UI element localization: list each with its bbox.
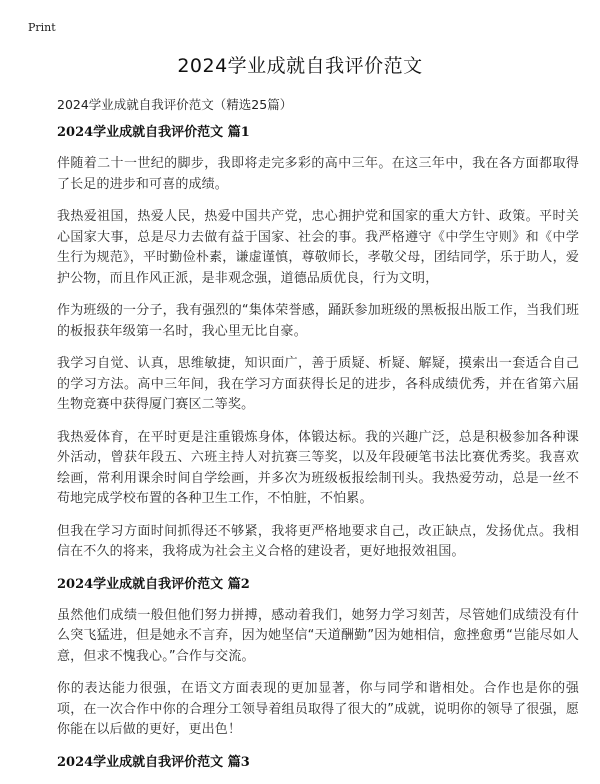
paragraph: 虽然他们成绩一般但他们努力拼搏，感动着我们，她努力学习刻苦，尽管她们成绩没有什么突飞猛进，但是她永不言弃，因为她坚信“天道酬勤”因为她相信，愈挫愈勇“岂能尽如人意，但求不愧我心。”合作与交流。 — [57, 607, 579, 664]
paragraph: 作为班级的一分子，我有强烈的“集体荣誉感，踊跃参加班级的黑板报出版工作，当我们班的板报获年级第一名时，我心里无比自豪。 — [57, 303, 579, 339]
page-subtitle: 2024学业成就自我评价范文（精选25篇） — [57, 97, 293, 112]
paragraph: 但我在学习方面时间抓得还不够紧，我将更严格地要求自己，改正缺点，发扬优点。我相信在不久的将来，我将成为社会主义合格的建设者，更好地报效祖国。 — [57, 523, 579, 559]
paragraph: 我热爱体育，在平时更是注重锻炼身体，体锻达标。我的兴趣广泛，总是积极参加各种课外活动，曾获年段五、六班主持人对抗赛三等奖，以及年段硬笔书法比赛优秀奖。我喜欢绘画，常利用课余时间自学绘画，并多次为班级板报绘制刊头。我热爱劳动，总是一丝不苟地完成学校布置的各种卫生工作，不怕脏，不怕累。 — [57, 429, 579, 506]
section-heading: 2024学业成就自我评价范文 篇1 — [57, 125, 250, 140]
paragraph: 你的表达能力很强，在语文方面表现的更加显著，你与同学和谐相处。合作也是你的强项，在一次合作中你的合理分工领导着组员取得了很大的”成就，说明你的领导了很强，愿你能在以后做的更好，更出色！ — [57, 681, 579, 737]
document-body — [57, 118, 579, 784]
section-heading: 2024学业成就自我评价范文 篇2 — [57, 576, 250, 592]
paragraph: 我热爱祖国，热爱人民，热爱中国共产党，忠心拥护党和国家的重大方针、政策。平时关心国家大事，总是尽力去做有益于国家、社会的事。我严格遵守《中学生守则》和《中学生行为规范》，平时勤俭朴素，谦虚谨慎，尊敬师长，孝敬父母，团结同学，乐于助人，爱护公物，而且作风正派，是非观念强，道德品质优良，行为文明， — [57, 209, 579, 286]
print-link[interactable]: Print — [28, 21, 56, 34]
paragraph: 伴随着二十一世纪的脚步，我即将走完多彩的高中三年。在这三年中，我在各方面都取得了长足的进步和可喜的成绩。 — [57, 156, 579, 192]
page-title: 2024学业成就自我评价范文 — [177, 55, 423, 77]
section-heading: 2024学业成就自我评价范文 篇3 — [57, 754, 250, 770]
paragraph: 我学习自觉、认真，思维敏捷，知识面广，善于质疑、析疑、解疑，摸索出一套适合自己的学习方法。高中三年间，我在学习方面获得长足的进步，各科成绩优秀，并在省第六届生物竞赛中获得厦门赛区二等奖。 — [57, 356, 579, 412]
